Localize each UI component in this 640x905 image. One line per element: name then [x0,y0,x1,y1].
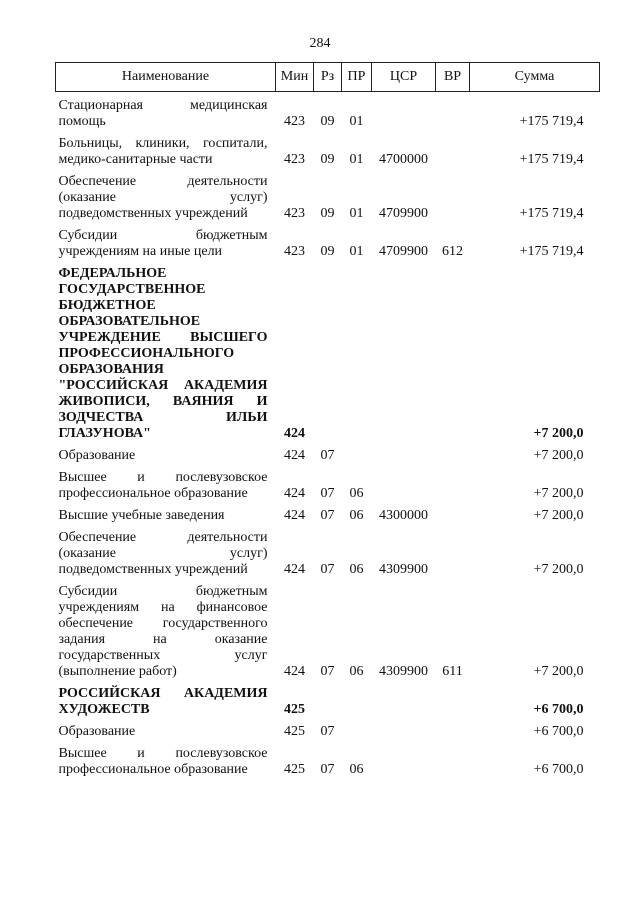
table-row [56,746,600,784]
cell-name: РОССИЙСКАЯ АКАДЕМИЯ ХУДОЖЕСТВ [58,686,268,717]
cell-name: Высшее и послевузовское профессиональное образование [58,470,268,501]
cell-min: 424 [284,448,305,463]
cell-rz: 07 [320,724,335,739]
cell-rz: 09 [320,152,335,167]
cell-pr: 01 [349,244,364,259]
cell-name: Больницы, клиники, госпитали, медико-санитарные части [58,136,268,167]
cell-csr [372,686,436,724]
cell-name: Субсидии бюджетным учреждениям на иные цели [58,228,268,259]
cell-sum: +7 200,0 [533,486,584,501]
cell-vr [436,746,470,784]
cell-csr: 4300000 [379,508,428,523]
cell-rz: 09 [320,244,335,259]
cell-min: 425 [284,762,305,777]
cell-pr [342,266,372,448]
table-row [56,448,600,470]
cell-sum: +175 719,4 [519,244,584,259]
cell-csr: 4309900 [379,664,428,679]
cell-name: Образование [58,724,136,739]
table-row [56,508,600,530]
cell-rz: 09 [320,206,335,221]
cell-pr: 01 [349,114,364,129]
header-rz: Рз [314,63,342,92]
table-row [56,136,600,174]
cell-sum: +7 200,0 [533,664,584,679]
cell-vr [436,686,470,724]
cell-name: Стационарная медицинская помощь [58,98,268,129]
cell-csr [372,92,436,137]
cell-pr [342,724,372,746]
table-row [56,228,600,266]
cell-vr [436,448,470,470]
cell-csr: 4309900 [379,562,428,577]
cell-sum: +175 719,4 [519,152,584,167]
cell-sum: +6 700,0 [533,724,584,739]
cell-min: 424 [284,486,305,501]
cell-vr [436,136,470,174]
cell-min: 424 [284,508,305,523]
table-header [56,63,600,92]
cell-min: 424 [284,664,305,679]
cell-sum: +7 200,0 [533,426,584,441]
cell-rz: 07 [320,762,335,777]
cell-pr [342,686,372,724]
cell-rz: 07 [320,448,335,463]
table-row [56,92,600,137]
cell-pr: 06 [349,762,364,777]
cell-pr: 06 [349,562,364,577]
header-sum: Сумма [470,63,600,92]
cell-min: 424 [284,426,305,441]
header-name: Наименование [56,63,276,92]
table-row [56,470,600,508]
cell-sum: +175 719,4 [519,114,584,129]
cell-pr: 06 [349,508,364,523]
cell-vr [436,174,470,228]
cell-csr [372,448,436,470]
table-row [56,266,600,448]
cell-csr [372,746,436,784]
cell-name: Обеспечение деятельности (оказание услуг) подведомственных учреждений [58,530,268,577]
cell-name: Высшее и послевузовское профессиональное образование [58,746,268,777]
cell-csr [372,470,436,508]
cell-vr: 611 [442,664,463,679]
cell-csr: 4700000 [379,152,428,167]
header-vr: ВР [436,63,470,92]
cell-min: 424 [284,562,305,577]
cell-sum: +6 700,0 [533,702,584,717]
cell-sum: +7 200,0 [533,448,584,463]
table-row [56,174,600,228]
cell-vr [436,508,470,530]
table-body [56,92,600,785]
budget-table [55,62,600,784]
cell-rz: 07 [320,562,335,577]
cell-min: 423 [284,114,305,129]
cell-sum: +7 200,0 [533,562,584,577]
cell-min: 425 [284,724,305,739]
cell-rz: 07 [320,508,335,523]
cell-vr [436,266,470,448]
cell-csr [372,266,436,448]
cell-vr: 612 [442,244,463,259]
cell-sum: +6 700,0 [533,762,584,777]
cell-csr [372,724,436,746]
cell-pr: 06 [349,664,364,679]
header-min: Мин [276,63,314,92]
cell-vr [436,92,470,137]
cell-name: Высшие учебные заведения [58,508,225,523]
cell-rz: 09 [320,114,335,129]
cell-min: 423 [284,206,305,221]
table-row [56,530,600,584]
table-row [56,686,600,724]
cell-name: Образование [58,448,136,463]
header-csr: ЦСР [372,63,436,92]
cell-pr [342,448,372,470]
table-row [56,724,600,746]
cell-pr: 01 [349,206,364,221]
cell-min: 423 [284,244,305,259]
cell-csr: 4709900 [379,244,428,259]
cell-sum: +7 200,0 [533,508,584,523]
cell-pr: 01 [349,152,364,167]
cell-name: Субсидии бюджетным учреждениям на финансовое обеспечение государственного задания на оказание государственных услуг (выполнение работ) [58,584,268,679]
cell-vr [436,724,470,746]
cell-name: ФЕДЕРАЛЬНОЕ ГОСУДАРСТВЕННОЕ БЮДЖЕТНОЕ ОБРАЗОВАТЕЛЬНОЕ УЧРЕЖДЕНИЕ ВЫСШЕГО ПРОФЕССИОНАЛЬНОГО ОБРАЗОВАНИЯ "РОССИЙСКАЯ АКАДЕМИЯ ЖИВОПИСИ, ВАЯНИЯ И ЗОДЧЕСТВА ИЛЬИ ГЛАЗУНОВА" [58,266,268,441]
header-pr: ПР [342,63,372,92]
cell-rz [314,686,342,724]
cell-vr [436,470,470,508]
page-number: 284 [309,36,331,51]
cell-vr [436,530,470,584]
cell-min: 425 [284,702,305,717]
cell-rz [314,266,342,448]
cell-rz: 07 [320,664,335,679]
cell-pr: 06 [349,486,364,501]
header-row [56,63,600,92]
cell-sum: +175 719,4 [519,206,584,221]
cell-csr: 4709900 [379,206,428,221]
cell-min: 423 [284,152,305,167]
cell-rz: 07 [320,486,335,501]
table-row [56,584,600,686]
cell-name: Обеспечение деятельности (оказание услуг) подведомственных учреждений [58,174,268,221]
